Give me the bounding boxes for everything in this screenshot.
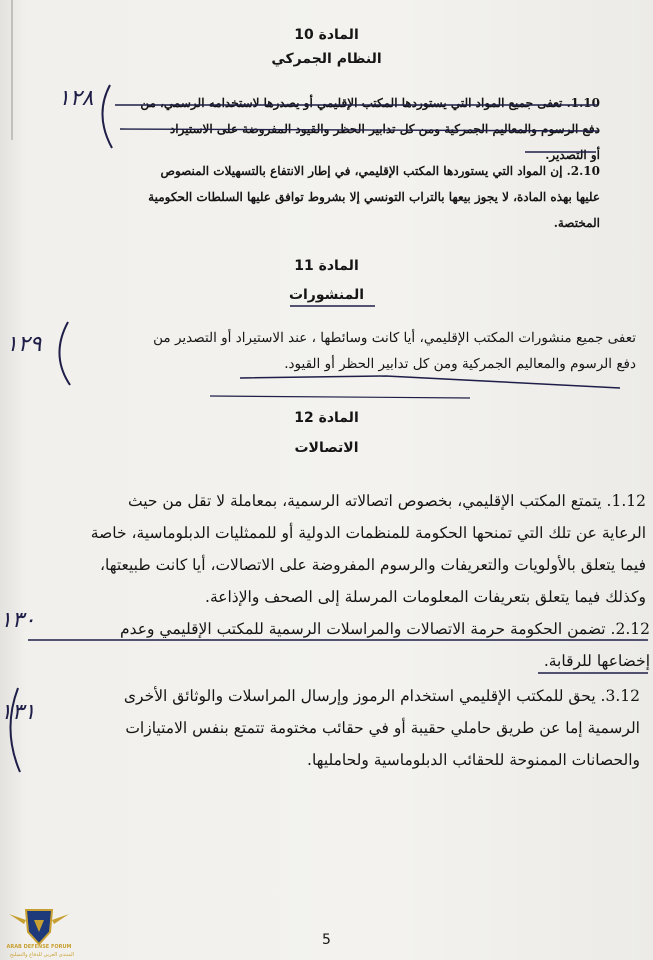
article-12-title: الاتصالات [294, 440, 359, 456]
text-line: الرعاية عن تلك التي تمنحها الحكومة للمنظمات الدولية أو للممثليات الدبلوماسية، خاصة [90, 524, 646, 542]
text-line: المختصة. [553, 216, 600, 230]
pen-separator [210, 396, 470, 398]
pen-bracket [102, 85, 112, 148]
article-10-title: النظام الجمركي [271, 51, 382, 67]
text-line: تعفى جميع منشورات المكتب الإقليمي، أيا كانت وسائطها ، عند الاستيراد أو التصدير من [153, 330, 636, 346]
text-line: 2.12. تضمن الحكومة حرمة الاتصالات والمراسلات الرسمية للمكتب الإقليمي وعدم [120, 620, 650, 638]
text-line: 3.12. يحق للمكتب الإقليمي استخدام الرموز وإرسال المراسلات والوثائق الأخرى [123, 687, 640, 705]
text-line: 1.12. يتمتع المكتب الإقليمي، بخصوص اتصالاته الرسمية، بمعاملة لا تقل من حيث [127, 492, 646, 510]
pen-underline [120, 129, 598, 131]
watermark-title: ARAB DEFENSE FORUM [6, 944, 72, 950]
article-12-heading: المادة 12 [294, 410, 359, 426]
text-line: دفع الرسوم والمعاليم الجمركية ومن كل تدابير الحظر أو القيود. [284, 356, 636, 372]
margin-note: ١٢٨ [58, 86, 94, 111]
text-line: 2.10. إن المواد التي يستوردها المكتب الإقليمي، في إطار الانتفاع بالتسهيلات المنصوص [160, 164, 600, 178]
article-11-heading: المادة 11 [294, 258, 359, 274]
watermark-subtitle: المنتدى العربي للدفاع والتسليح [9, 952, 75, 958]
text-line: أو التصدير. [545, 148, 600, 162]
text-line: فيما يتعلق بالأولويات والتعريفات والرسوم المفروضة على الاتصالات، أيا كانت طبيعتها، [99, 556, 646, 574]
text-line: 1.10. تعفى جميع المواد التي يستوردها المكتب الإقليمي أو يصدرها لاستخدامه الرسمي، من [140, 96, 600, 110]
text-line: وكذلك فيما يتعلق بتعريفات المعلومات المرسلة إلى الصحف والإذاعة. [205, 588, 646, 606]
article-11-title: المنشورات [288, 287, 365, 303]
text-line: إخضاعها للرقابة. [543, 652, 650, 670]
pen-underline [240, 376, 620, 388]
pen-bracket [59, 322, 70, 385]
margin-note: ١٢٩ [6, 332, 42, 357]
text-line: دفع الرسوم والمعاليم الجمركية ومن كل تدابير الحظر والقيود المفروضة على الاستيراد [169, 122, 600, 136]
margin-note: ١٣١ [0, 700, 36, 725]
text-line: والحصانات الممنوحة للحقائب الدبلوماسية ولحامليها. [307, 751, 640, 769]
page-number: 5 [322, 932, 331, 948]
text-line: عليها بهذه المادة، لا يجوز بيعها بالتراب التونسي إلا بشروط توافق عليها السلطات الحكومية [148, 190, 600, 204]
margin-note: ١٣٠ [0, 608, 36, 633]
text-line: الرسمية إما عن طريق حاملي حقيبة أو في حقائب مختومة تتمتع بنفس الامتيازات [125, 719, 640, 737]
article-10-heading: المادة 10 [294, 27, 359, 43]
